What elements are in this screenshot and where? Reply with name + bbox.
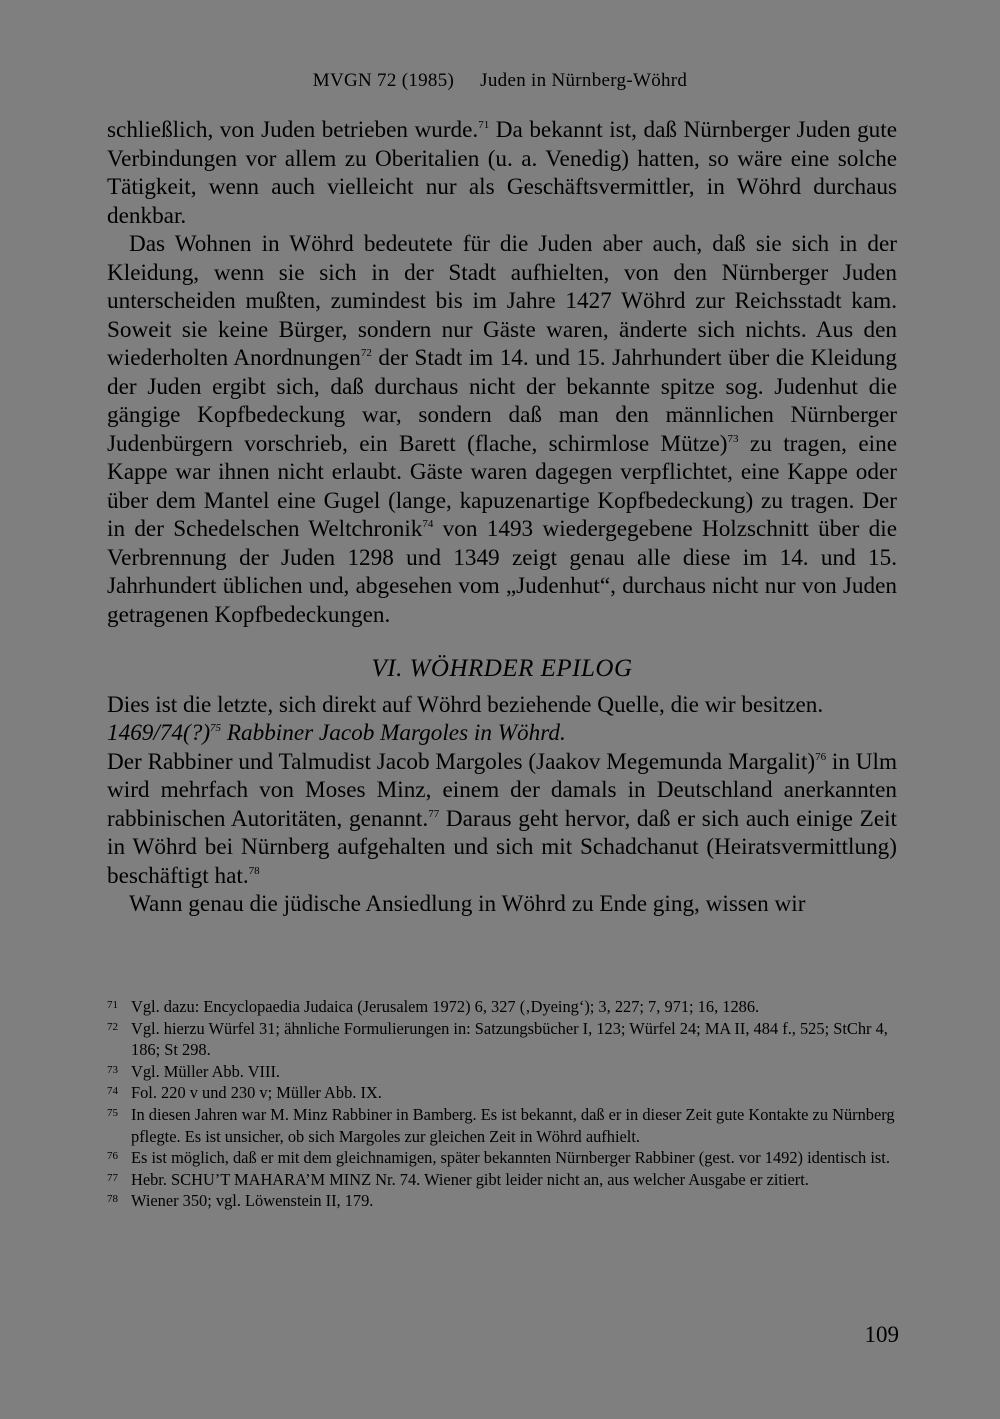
- paragraph: [107, 748, 897, 891]
- entry-date: 1469/74(?): [107, 720, 211, 746]
- footnote-text: Vgl. hierzu Würfel 31; ähnliche Formulierungen in: Satzungsbücher I, 123; Würfel 24; MA II, 484 f., 525; StChr 4, 186; St 298.: [131, 1018, 888, 1060]
- footnote: [107, 1169, 899, 1191]
- paragraph-text: Da bekannt ist, daß Nürnberger Juden gute Verbindungen vor allem zu Oberitalien (u. a. Venedig) hatten, so wäre eine solche Tätigkeit, wenn auch vielleicht nur als Geschäftsvermittler, in Wöhrd durchaus denkbar.: [107, 117, 897, 229]
- footnotes: [107, 996, 899, 1212]
- paragraph-text: Das Wohnen in Wöhrd bedeutete für die Juden aber auch, daß sie sich in der Kleidung, wenn sie sich in der Stadt aufhielten, von den Nürnberger Juden unterscheiden mußten, zumindest bis im Jahre 1427 Wöhrd zur Reichsstadt kam. Soweit sie keine Bürger, sondern nur Gäste waren, änderte sich nichts. Aus den wiederholten Anordnungen: [107, 231, 897, 371]
- footnote-number: 78: [107, 1193, 118, 1206]
- main-text: [107, 116, 897, 919]
- section-intro: Dies ist die letzte, sich direkt auf Wöhrd beziehende Quelle, die wir besitzen.: [107, 691, 824, 718]
- footnote-number: 71: [107, 999, 118, 1011]
- footnote-number: 73: [107, 1063, 118, 1076]
- entry-heading: [107, 719, 897, 748]
- paragraph: [107, 116, 897, 230]
- footnote-number: 74: [107, 1085, 118, 1098]
- section-heading: VI. WÖHRDER EPILOG: [371, 655, 633, 682]
- article-title: Juden in Nürnberg-Wöhrd: [480, 70, 688, 91]
- footnote-text: Vgl. Müller Abb. VIII.: [131, 1061, 281, 1081]
- paragraphs-before-section: [107, 116, 897, 629]
- footnote-text: Hebr. SCHU’T MAHARA’M MINZ Nr. 74. Wiener gibt leider nicht an, aus welcher Ausgabe er zitiert.: [131, 1169, 809, 1189]
- paragraph-text: schließlich, von Juden betrieben wurde.: [107, 117, 479, 143]
- page-number: 109: [864, 1322, 899, 1347]
- paragraph-text: Daraus geht hervor, daß er sich auch einige Zeit in Wöhrd bei Nürnberg aufgehalten und sich mit Schadchanut (Heiratsvermittlung) beschäftigt hat.: [107, 805, 897, 889]
- footnote: [107, 1018, 899, 1061]
- footnote-text: In diesen Jahren war M. Minz Rabbiner in Bamberg. Es ist bekannt, daß er in dieser Zeit gute Kontakte zu Nürnberg pflegte. Es ist unsicher, ob sich Margoles zur gleichen Zeit in Wöhrd aufhielt.: [131, 1104, 895, 1146]
- paragraph-text: zu tragen, eine Kappe war ihnen nicht erlaubt. Gäste waren dagegen verpflichtet, eine Kappe oder über dem Mantel eine Gugel (lange, kapuzenartige Kopfbedeckung) zu tragen. Der in der Schedelschen Weltchronik: [107, 430, 897, 542]
- footnote: [107, 1104, 899, 1147]
- footnote-text: Fol. 220 v und 230 v; Müller Abb. IX.: [131, 1083, 382, 1103]
- footnote-number: 75: [107, 1106, 118, 1119]
- paragraph-text: Wann genau die jüdische Ansiedlung in Wöhrd zu Ende ging, wissen wir: [129, 891, 806, 917]
- paragraph: [107, 230, 897, 629]
- footnote: [107, 1147, 899, 1169]
- footnote-ref: 77: [428, 807, 440, 820]
- footnote-ref: 78: [248, 864, 260, 877]
- running-header: [0, 70, 1000, 92]
- footnote-text: Es ist möglich, daß er mit dem gleichnamigen, später bekannten Nürnberger Rabbiner (gest. vor 1492) identisch ist.: [131, 1148, 890, 1168]
- footnote-ref: 71: [478, 119, 490, 131]
- footnote-ref: 75: [210, 722, 222, 734]
- paragraph-text: Der Rabbiner und Talmudist Jacob Margoles (Jaakov Megemunda Margalit): [107, 748, 816, 775]
- footnote-number: 72: [107, 1020, 118, 1033]
- footnote-number: 77: [107, 1171, 118, 1184]
- journal-reference: MVGN 72 (1985): [312, 70, 455, 91]
- footnote: [107, 1061, 899, 1083]
- footnote-text: Vgl. dazu: Encyclopaedia Judaica (Jerusalem 1972) 6, 327 (‚Dyeing‘); 3, 227; 7, 971; 16, 1286.: [131, 997, 760, 1016]
- paragraphs-after-section: [107, 748, 897, 919]
- footnote: [107, 996, 899, 1018]
- entry-title: Rabbiner Jacob Margoles in Wöhrd.: [221, 720, 566, 746]
- footnote-ref: 74: [422, 518, 434, 530]
- footnote-ref: 72: [360, 347, 372, 359]
- footnote: [107, 1190, 899, 1212]
- paragraph-text: von 1493 wiedergegebene Holzschnitt über die Verbrennung der Juden 1298 und 1349 zeigt genau alle diese im 14. und 15. Jahrhundert üblichen und, abgesehen vom „Judenhut“, durchaus nicht nur von Juden getragenen Kopfbedeckungen.: [107, 516, 897, 628]
- footnote-text: Wiener 350; vgl. Löwenstein II, 179.: [131, 1191, 374, 1211]
- footnote-number: 76: [107, 1150, 118, 1163]
- footnote: [107, 1082, 899, 1104]
- paragraph-text: der Stadt im 14. und 15. Jahrhundert über die Kleidung der Juden ergibt sich, daß durchaus nicht der bekannte spitze sog. Judenhut die gängige Kopfbedeckung war, sondern daß man den männlichen Nürnberger Judenbürgern vorschrieb, ein Barett (flache, schirmlose Mütze): [107, 345, 897, 457]
- footnote-ref: 76: [815, 750, 827, 763]
- footnote-ref: 73: [727, 432, 739, 445]
- paragraph: [107, 890, 897, 919]
- paragraph-text: in Ulm wird mehrfach von Moses Minz, einem der damals in Deutschland anerkannten rabbinischen Autoritäten, genannt.: [107, 748, 898, 832]
